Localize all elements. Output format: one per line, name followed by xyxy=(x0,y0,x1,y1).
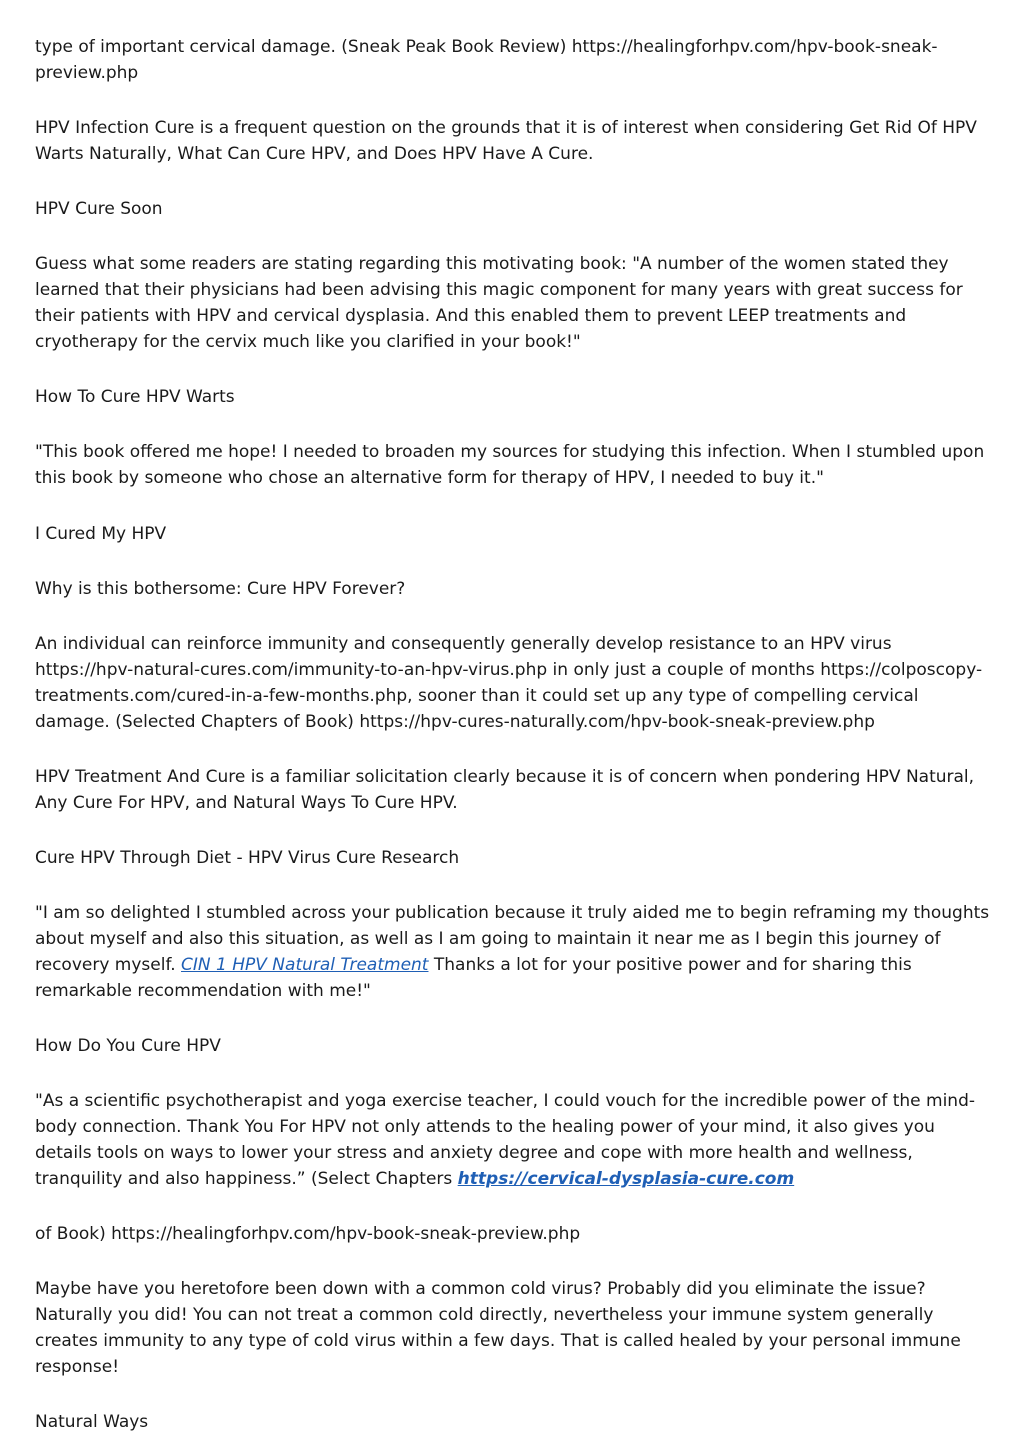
paragraph-4: "This book offered me hope! I needed to broaden my sources for studying this infection. When I stumbled upon this book by someone who chose an alternative form for therapy of HPV, I needed to buy it." xyxy=(35,442,985,489)
paragraph-7-text-before: "I am so delighted I stumbled across your publication because it truly aided me to begin reframing my thoughts about myself and also this situation, as well as I am going to maintain it near me as I begin this journey of recovery myself. xyxy=(35,903,990,975)
paragraph-1: type of important cervical damage. (Sneak Peak Book Review) https://healingforhpv.com/hpv-book-sneak-preview.php xyxy=(35,37,938,83)
paragraph-3: Guess what some readers are stating regarding this motivating book: "A number of the women stated they learned that their physicians had been advising this magic component for many years with great success for their patients with HPV and cervical dysplasia. And this enabled them to prevent LEEP treatments and cryotherapy for the cervix much like you clarified in your book!" xyxy=(35,254,963,352)
paragraph-8 xyxy=(35,1089,994,1192)
paragraph-8-text-before: "As a scientific psychotherapist and yoga exercise teacher, I could vouch for the incredible power of the mind-body connection. Thank You For HPV not only attends to the healing power of your mind, it also gives you details tools on ways to lower your stress and anxiety degree and cope with more health and wellness, tranquility and also happiness.” (Select Chapters xyxy=(35,1091,975,1189)
paragraph-2: HPV Infection Cure is a frequent question on the grounds that it is of interest when considering Get Rid Of HPV Warts Naturally, What Can Cure HPV, and Does HPV Have A Cure. xyxy=(35,118,977,164)
heading-how-do-you-cure-hpv: How Do You Cure HPV xyxy=(35,1035,221,1056)
paragraph-7-text-after: Thanks a lot for your positive power and for sharing this remarkable recommendation with me!" xyxy=(35,954,912,1001)
cervical-dysplasia-cure-link[interactable]: https://cervical-dysplasia-cure.com xyxy=(457,1168,795,1189)
heading-how-to-cure-hpv-warts: How To Cure HPV Warts xyxy=(35,387,235,408)
heading-hpv-cure-soon: HPV Cure Soon xyxy=(35,199,163,220)
paragraph-10: Maybe have you heretofore been down with a common cold virus? Probably did you eliminate the issue? Naturally you did! You can not treat a common cold directly, nevertheless your immune system generally creates immunity to any type of cold virus within a few days. That is called healed by your personal immune response! xyxy=(35,1279,961,1377)
paragraph-7 xyxy=(35,901,994,1004)
paragraph-9: of Book) https://healingforhpv.com/hpv-book-sneak-preview.php xyxy=(35,1223,581,1244)
paragraph-6: HPV Treatment And Cure is a familiar solicitation clearly because it is of concern when pondering HPV Natural, Any Cure For HPV, and Natural Ways To Cure HPV. xyxy=(35,766,975,813)
paragraph-5: An individual can reinforce immunity and consequently generally develop resistance to an HPV virus https://hpv-natural-cures.com/immunity-to-an-hpv-virus.php in only just a couple of months https://colposcopy-treatments.com/cured-in-a-few-months.php, sooner than it could set up any type of compelling cervical damage. (Selected Chapters of Book) https://hpv-cures-naturally.com/hpv-book-sneak-preview.php xyxy=(35,634,983,732)
cin1-treatment-link[interactable]: CIN 1 HPV Natural Treatment xyxy=(181,954,429,975)
heading-why-bothersome: Why is this bothersome: Cure HPV Forever? xyxy=(35,578,406,599)
heading-i-cured-my-hpv: I Cured My HPV xyxy=(35,523,167,544)
heading-natural-ways: Natural Ways xyxy=(35,1411,149,1432)
heading-cure-hpv-diet: Cure HPV Through Diet - HPV Virus Cure Research xyxy=(35,847,460,868)
